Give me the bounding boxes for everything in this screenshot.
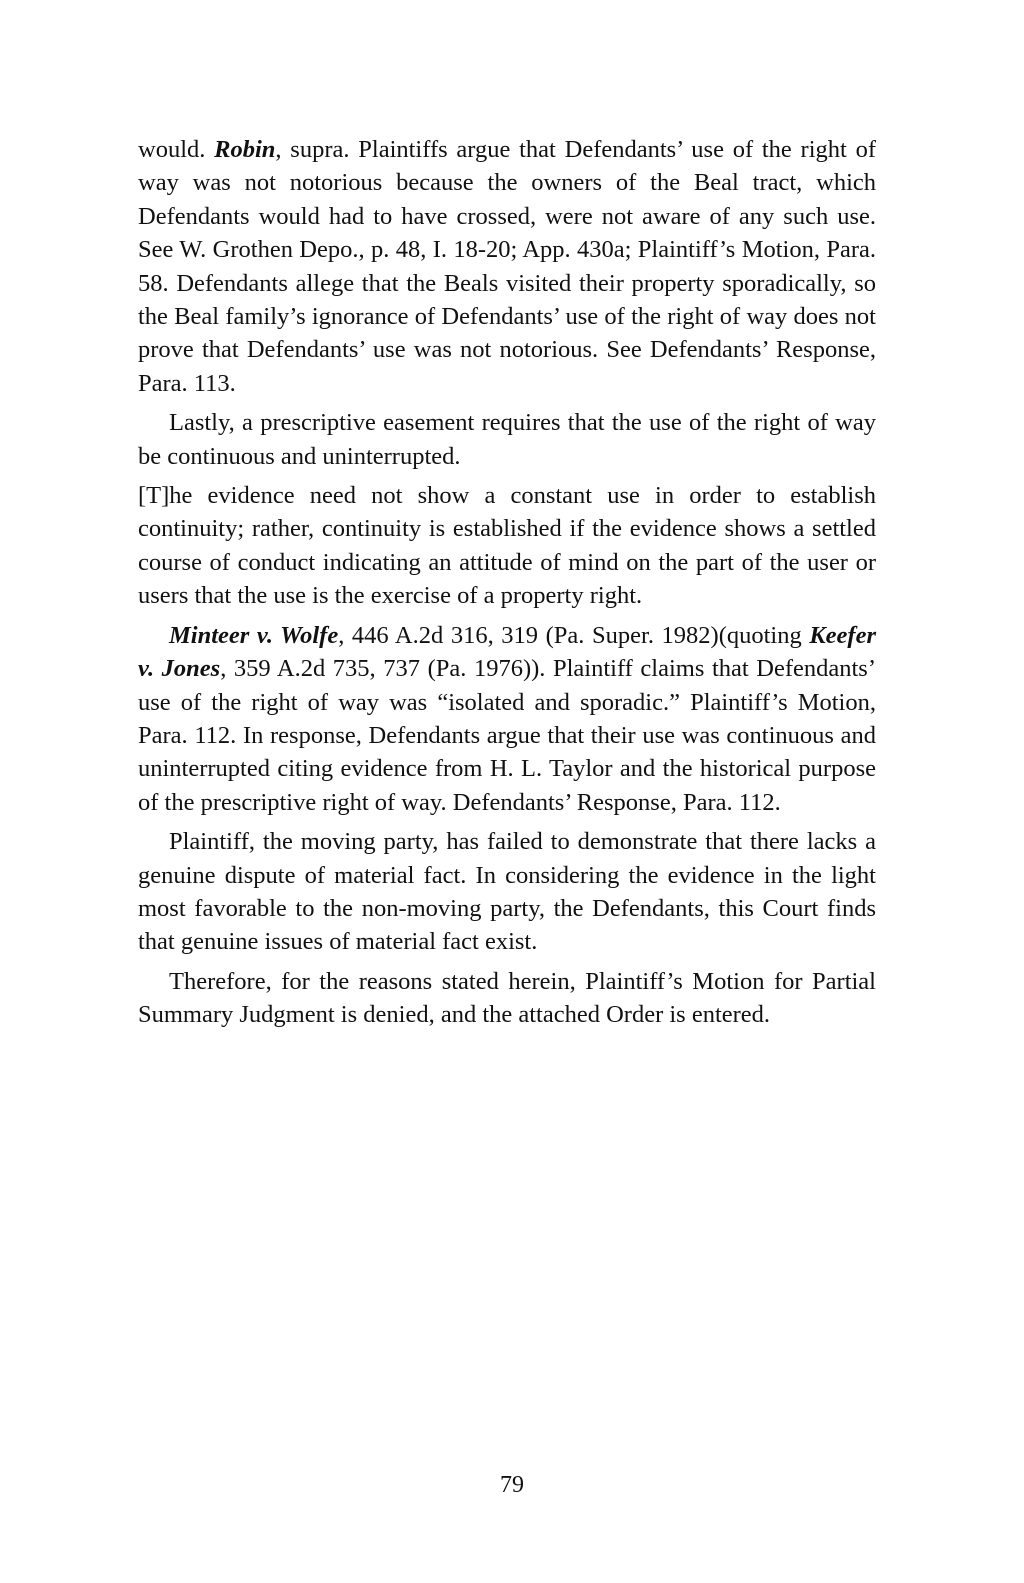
case-citation-keefer: Keefer v. Jones	[138, 621, 876, 683]
paragraph-conclusion: Therefore, for the reasons stated herein, Plaintiff’s Motion for Partial Summary Judgment is denied, and the attached Order is entered.	[138, 967, 876, 1029]
paragraph-citation-minteer	[138, 619, 876, 819]
page-number: 79	[500, 1472, 524, 1498]
document-body	[138, 133, 876, 1038]
case-citation-robin: Robin	[214, 136, 276, 163]
paragraph-body-text: , 359 A.2d 735, 737 (Pa. 1976)). Plaintiff claims that Defendants’ use of the right of way was “isolated and sporadic.” Plaintiff’s Motion, Para. 112. In response, Defendants argue that their use was continuous and uninterrupted citing evidence from H. L. Taylor and the historical purpose of the prescriptive right of way. Defendants’ Response, Para. 112.	[138, 655, 877, 816]
block-quote: [T]he evidence need not show a constant use in order to establish continuity; rather, continuity is established if the evidence shows a settled course of conduct indicating an attitude of mind on the part of the user or users that the use is the exercise of a property right.	[138, 482, 876, 610]
citation-text: , 446 A.2d 316, 319 (Pa. Super. 1982)(quoting	[338, 621, 810, 649]
paragraph-continuous-use: Lastly, a prescriptive easement requires that the use of the right of way be continuous and uninterrupted.	[138, 409, 876, 470]
paragraph-notorious-use	[138, 133, 876, 400]
case-citation-minteer: Minteer v. Wolfe	[169, 621, 339, 649]
paragraph-body-text: , supra. Plaintiffs argue that Defendants’ use of the right of way was not notorious because the owners of the Beal tract, which Defendants would had to have crossed, were not aware of any such use. See W. Grothen Depo., p. 48, I. 18-20; App. 430a; Plaintiff’s Motion, Para. 58. Defendants allege that the Beals visited their property sporadically, so the Beal family’s ignorance of Defendants’ use of the right of way does not prove that Defendants’ use was not notorious. See Defendants’ Response, Para. 113.	[138, 136, 876, 397]
paragraph-lead-text: would.	[138, 136, 215, 163]
paragraph-finding: Plaintiff, the moving party, has failed to demonstrate that there lacks a genuine dispute of material fact. In considering the evidence in the light most favorable to the non-moving party, the Defendants, this Court finds that genuine issues of material fact exist.	[138, 828, 876, 956]
